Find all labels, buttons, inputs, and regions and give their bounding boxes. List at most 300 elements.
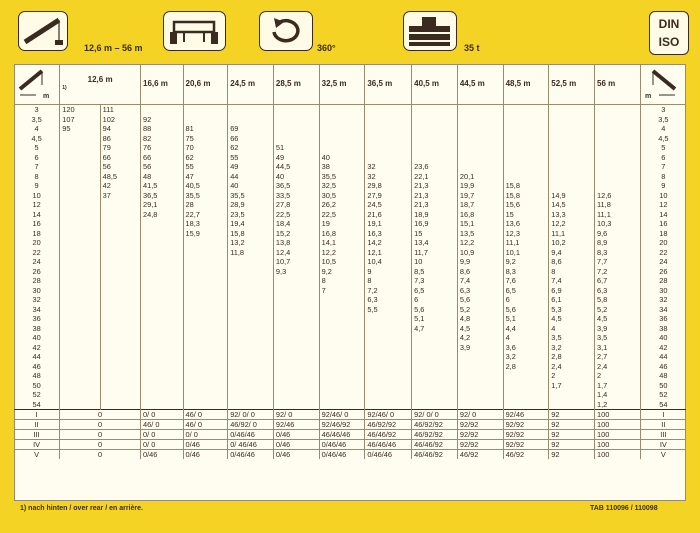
load-cell: 2 bbox=[549, 371, 595, 381]
telescope-cell: 92/92 bbox=[457, 440, 503, 450]
load-cell: 5,5 bbox=[365, 305, 412, 315]
load-cell bbox=[365, 115, 412, 125]
telescope-cell: 46/92/92 bbox=[412, 430, 458, 440]
load-cell: 6 bbox=[503, 295, 549, 305]
load-cell bbox=[319, 362, 365, 372]
load-cell bbox=[365, 143, 412, 153]
table-row bbox=[14, 371, 686, 381]
load-cell bbox=[595, 153, 641, 163]
load-cell bbox=[100, 267, 140, 277]
load-cell: 49 bbox=[273, 153, 319, 163]
load-cell: 120 bbox=[60, 105, 100, 115]
load-cell: 9,4 bbox=[549, 248, 595, 258]
radius-cell: 22 bbox=[640, 248, 686, 258]
load-cell: 1,7 bbox=[549, 381, 595, 391]
load-cell: 11,1 bbox=[549, 229, 595, 239]
load-cell bbox=[457, 362, 503, 372]
load-cell bbox=[60, 153, 100, 163]
load-cell bbox=[60, 324, 100, 334]
load-cell: 2,4 bbox=[549, 362, 595, 372]
load-cell bbox=[228, 314, 274, 324]
table-row bbox=[14, 324, 686, 334]
load-cell: 16,8 bbox=[319, 229, 365, 239]
load-cell: 15,8 bbox=[503, 191, 549, 201]
load-cell bbox=[60, 295, 100, 305]
load-cell bbox=[412, 362, 458, 372]
load-cell bbox=[365, 153, 412, 163]
load-cell bbox=[141, 352, 184, 362]
load-cell: 19,1 bbox=[365, 219, 412, 229]
telescope-cell: 92/46 bbox=[273, 420, 319, 430]
load-cell bbox=[365, 314, 412, 324]
load-cell bbox=[100, 238, 140, 248]
load-cell bbox=[228, 286, 274, 296]
load-cell bbox=[503, 124, 549, 134]
load-cell: 12,3 bbox=[503, 229, 549, 239]
load-cell bbox=[457, 115, 503, 125]
load-cell bbox=[60, 210, 100, 220]
load-cell bbox=[457, 134, 503, 144]
telescope-cell: 100 bbox=[595, 440, 641, 450]
load-cell bbox=[457, 143, 503, 153]
load-cell: 15,6 bbox=[503, 200, 549, 210]
load-cell: 8 bbox=[319, 276, 365, 286]
radius-cell: 7 bbox=[640, 162, 686, 172]
telescope-cell: 46/92/92 bbox=[365, 420, 412, 430]
telescope-cell: 46/46/92 bbox=[365, 430, 412, 440]
load-cell bbox=[273, 124, 319, 134]
telescope-cell: 0 bbox=[60, 450, 141, 460]
radius-cell: 4 bbox=[34, 124, 39, 133]
telescope-cell: 0/46 bbox=[183, 450, 228, 460]
load-cell bbox=[273, 314, 319, 324]
load-cell: 10,7 bbox=[273, 257, 319, 267]
load-cell: 3,9 bbox=[457, 343, 503, 353]
load-cell bbox=[457, 124, 503, 134]
load-cell: 3,9 bbox=[595, 324, 641, 334]
table-row bbox=[14, 105, 686, 115]
telescope-cell: 0/ 0 bbox=[141, 440, 184, 450]
load-cell: 15,2 bbox=[273, 229, 319, 239]
telescope-cell: 92/92 bbox=[457, 420, 503, 430]
load-cell: 12,2 bbox=[319, 248, 365, 258]
load-cell: 19,9 bbox=[457, 181, 503, 191]
load-cell: 40 bbox=[319, 153, 365, 163]
load-cell: 24,8 bbox=[141, 210, 184, 220]
load-cell bbox=[141, 400, 184, 410]
load-cell bbox=[60, 314, 100, 324]
load-cell bbox=[100, 381, 140, 391]
load-cell bbox=[319, 295, 365, 305]
load-cell bbox=[100, 295, 140, 305]
load-cell bbox=[183, 238, 228, 248]
load-cell bbox=[100, 257, 140, 267]
load-cell: 12,2 bbox=[457, 238, 503, 248]
radius-cell: 5 bbox=[34, 143, 39, 152]
load-cell: 22,5 bbox=[273, 210, 319, 220]
load-cell bbox=[100, 248, 140, 258]
load-cell: 6,9 bbox=[549, 286, 595, 296]
load-cell: 81 bbox=[183, 124, 228, 134]
radius-cell: 20 bbox=[640, 238, 686, 248]
col-header-boom: 28,5 m bbox=[273, 64, 319, 105]
radius-cell: 38 bbox=[640, 324, 686, 334]
load-cell bbox=[273, 381, 319, 391]
col-header-boom: 32,5 m bbox=[319, 64, 365, 105]
load-cell: 5,6 bbox=[457, 295, 503, 305]
load-cell bbox=[412, 153, 458, 163]
load-cell bbox=[141, 257, 184, 267]
radius-cell: 36 bbox=[32, 314, 41, 323]
slew-label: 360° bbox=[317, 43, 336, 53]
load-cell bbox=[273, 333, 319, 343]
load-cell bbox=[141, 219, 184, 229]
load-cell: 36,5 bbox=[141, 191, 184, 201]
radius-cell: 40 bbox=[32, 333, 41, 342]
radius-cell: 24 bbox=[640, 257, 686, 267]
load-cell bbox=[457, 390, 503, 400]
load-cell: 29,8 bbox=[365, 181, 412, 191]
telescope-cell: 92 bbox=[549, 420, 595, 430]
load-cell: 7,7 bbox=[595, 257, 641, 267]
table-row bbox=[14, 153, 686, 163]
load-cell bbox=[595, 162, 641, 172]
load-cell: 7,2 bbox=[365, 286, 412, 296]
load-cell bbox=[60, 286, 100, 296]
radius-cell: 42 bbox=[640, 343, 686, 353]
telescope-cell: 0 bbox=[60, 430, 141, 440]
load-cell bbox=[100, 352, 140, 362]
load-cell: 4,5 bbox=[595, 314, 641, 324]
load-chart-table bbox=[14, 64, 686, 459]
load-cell bbox=[228, 295, 274, 305]
load-cell: 35,5 bbox=[228, 191, 274, 201]
radius-cell: 38 bbox=[32, 323, 41, 333]
load-cell bbox=[183, 390, 228, 400]
telescope-section-label: III bbox=[14, 430, 60, 440]
radius-cell: 32 bbox=[32, 295, 41, 304]
load-cell: 9,6 bbox=[595, 229, 641, 239]
telescope-cell: 46/ 0 bbox=[183, 410, 228, 420]
load-cell: 28 bbox=[183, 200, 228, 210]
telescope-section-label: IV bbox=[14, 440, 60, 450]
load-cell bbox=[60, 134, 100, 144]
radius-cell: 52 bbox=[32, 390, 41, 399]
telescope-cell: 0/46 bbox=[273, 450, 319, 460]
load-cell bbox=[549, 390, 595, 400]
telescope-cell: 92/ 0 bbox=[273, 410, 319, 420]
load-cell bbox=[595, 115, 641, 125]
radius-cell: 4,5 bbox=[640, 134, 686, 144]
radius-cell: 44 bbox=[640, 352, 686, 362]
load-cell bbox=[457, 162, 503, 172]
load-cell bbox=[365, 371, 412, 381]
load-cell: 5,8 bbox=[595, 295, 641, 305]
load-cell: 22,7 bbox=[183, 210, 228, 220]
col-header-boom: 36,5 m bbox=[365, 64, 412, 105]
telescope-cell: 92/92 bbox=[503, 430, 549, 440]
load-cell: 3,1 bbox=[595, 343, 641, 353]
load-cell bbox=[319, 324, 365, 334]
table-row bbox=[14, 390, 686, 400]
load-cell bbox=[503, 153, 549, 163]
load-cell bbox=[319, 134, 365, 144]
load-cell bbox=[100, 210, 140, 220]
load-cell: 11,7 bbox=[412, 248, 458, 258]
load-cell bbox=[141, 314, 184, 324]
load-cell: 49 bbox=[228, 162, 274, 172]
standard-din: DIN bbox=[658, 17, 680, 31]
load-cell bbox=[412, 352, 458, 362]
load-cell bbox=[60, 333, 100, 343]
load-cell: 2 bbox=[595, 371, 641, 381]
load-cell: 92 bbox=[141, 115, 184, 125]
telescope-cell: 92/46/ 0 bbox=[319, 410, 365, 420]
telescope-cell: 0/46 bbox=[273, 430, 319, 440]
load-cell bbox=[503, 172, 549, 182]
load-cell bbox=[549, 115, 595, 125]
load-cell: 6,3 bbox=[457, 286, 503, 296]
radius-cell: 16 bbox=[32, 219, 41, 228]
load-cell: 13,5 bbox=[457, 229, 503, 239]
telescope-cell: 92/92 bbox=[503, 440, 549, 450]
load-cell: 111 bbox=[100, 105, 140, 115]
load-cell bbox=[503, 134, 549, 144]
radius-cell: 48 bbox=[640, 371, 686, 381]
load-cell: 41,5 bbox=[141, 181, 184, 191]
load-cell bbox=[60, 143, 100, 153]
load-cell: 11,8 bbox=[228, 248, 274, 258]
load-cell: 8 bbox=[365, 276, 412, 286]
telescoping-row bbox=[14, 430, 686, 440]
table-row bbox=[14, 400, 686, 410]
telescope-cell: 0/46/46 bbox=[228, 430, 274, 440]
load-cell bbox=[100, 286, 140, 296]
telescope-cell: 46/ 0 bbox=[141, 420, 184, 430]
col-header-12-6-note: 1) bbox=[62, 85, 67, 91]
radius-cell: 16 bbox=[640, 219, 686, 229]
load-cell: 8 bbox=[549, 267, 595, 277]
telescope-section-label: V bbox=[14, 450, 60, 460]
load-cell bbox=[141, 390, 184, 400]
telescoping-row bbox=[14, 420, 686, 430]
load-cell: 33,5 bbox=[273, 191, 319, 201]
col-header-12-6 bbox=[60, 64, 141, 105]
table-row bbox=[14, 238, 686, 248]
radius-cell: 5 bbox=[640, 143, 686, 153]
load-cell: 75 bbox=[183, 134, 228, 144]
radius-cell: 4 bbox=[640, 124, 686, 134]
load-cell bbox=[100, 362, 140, 372]
load-cell bbox=[273, 343, 319, 353]
load-cell: 23,6 bbox=[412, 162, 458, 172]
load-cell bbox=[365, 352, 412, 362]
load-cell: 79 bbox=[100, 143, 140, 153]
load-cell bbox=[183, 276, 228, 286]
radius-cell: 3,5 bbox=[640, 115, 686, 125]
load-cell bbox=[412, 400, 458, 410]
load-cell bbox=[503, 115, 549, 125]
load-cell: 6,7 bbox=[595, 276, 641, 286]
load-cell bbox=[228, 352, 274, 362]
col-header-boom: 16,6 m bbox=[141, 64, 184, 105]
load-cell: 13,4 bbox=[412, 238, 458, 248]
load-cell bbox=[183, 248, 228, 258]
radius-cell: 26 bbox=[32, 266, 41, 276]
load-cell: 21,3 bbox=[412, 181, 458, 191]
load-cell: 21,3 bbox=[412, 191, 458, 201]
load-cell bbox=[549, 153, 595, 163]
radius-cell: 36 bbox=[640, 314, 686, 324]
load-cell: 8,9 bbox=[595, 238, 641, 248]
telescope-cell: 0 bbox=[60, 420, 141, 430]
load-cell bbox=[141, 267, 184, 277]
load-cell bbox=[183, 352, 228, 362]
load-cell: 5,6 bbox=[503, 305, 549, 315]
load-cell bbox=[183, 381, 228, 391]
load-cell bbox=[412, 143, 458, 153]
load-cell: 3,2 bbox=[549, 343, 595, 353]
load-cell bbox=[60, 362, 100, 372]
load-cell bbox=[228, 276, 274, 286]
radius-cell: 30 bbox=[640, 286, 686, 296]
table-row bbox=[14, 229, 686, 239]
radius-cell: 28 bbox=[32, 276, 41, 285]
load-cell bbox=[412, 381, 458, 391]
load-cell bbox=[100, 314, 140, 324]
load-cell bbox=[183, 295, 228, 305]
load-cell bbox=[60, 305, 100, 315]
telescope-cell: 0/46/46 bbox=[365, 450, 412, 460]
load-cell: 48,5 bbox=[100, 172, 140, 182]
table-row bbox=[14, 257, 686, 267]
telescope-cell: 46/92 bbox=[457, 450, 503, 460]
load-cell bbox=[60, 181, 100, 191]
load-cell bbox=[141, 333, 184, 343]
telescope-cell: 46/46/46 bbox=[365, 440, 412, 450]
radius-cell: 10 bbox=[32, 190, 41, 200]
load-cell bbox=[60, 200, 100, 210]
load-cell: 56 bbox=[141, 162, 184, 172]
radius-cell: 3,5 bbox=[31, 114, 42, 124]
table-row bbox=[14, 143, 686, 153]
load-cell: 10 bbox=[412, 257, 458, 267]
load-cell: 66 bbox=[141, 153, 184, 163]
table-row bbox=[14, 305, 686, 315]
table-row bbox=[14, 124, 686, 134]
radius-cell: 52 bbox=[640, 390, 686, 400]
load-cell: 88 bbox=[141, 124, 184, 134]
telescope-section-label: I bbox=[14, 410, 60, 420]
load-cell: 11,1 bbox=[595, 210, 641, 220]
load-cell bbox=[549, 124, 595, 134]
load-cell: 2,8 bbox=[503, 362, 549, 372]
telescope-cell: 0/ 0 bbox=[183, 430, 228, 440]
radius-cell: 12 bbox=[32, 200, 41, 209]
telescope-cell: 92 bbox=[549, 410, 595, 420]
load-cell: 9 bbox=[365, 267, 412, 277]
load-cell bbox=[319, 105, 365, 115]
load-cell bbox=[503, 381, 549, 391]
load-cell bbox=[141, 229, 184, 239]
table-row bbox=[14, 381, 686, 391]
telescope-cell: 92/92 bbox=[457, 430, 503, 440]
load-cell: 7 bbox=[319, 286, 365, 296]
load-cell bbox=[60, 191, 100, 201]
telescope-cell: 0/46/46 bbox=[319, 440, 365, 450]
col-header-boom: 24,5 m bbox=[228, 64, 274, 105]
telescope-cell: 92 bbox=[549, 440, 595, 450]
load-cell: 6,5 bbox=[503, 286, 549, 296]
load-cell: 4 bbox=[503, 333, 549, 343]
table-row bbox=[14, 219, 686, 229]
load-cell: 13,8 bbox=[273, 238, 319, 248]
load-cell bbox=[141, 362, 184, 372]
load-cell: 69 bbox=[228, 124, 274, 134]
load-cell bbox=[365, 381, 412, 391]
load-cell: 9,2 bbox=[319, 267, 365, 277]
load-cell: 3,2 bbox=[503, 352, 549, 362]
load-cell bbox=[273, 324, 319, 334]
table-row bbox=[14, 162, 686, 172]
load-cell bbox=[183, 286, 228, 296]
load-cell bbox=[228, 305, 274, 315]
load-cell bbox=[273, 352, 319, 362]
table-row bbox=[14, 172, 686, 182]
table-row bbox=[14, 343, 686, 353]
load-cell: 19 bbox=[319, 219, 365, 229]
load-cell bbox=[549, 400, 595, 410]
slew-icon bbox=[259, 11, 313, 51]
load-cell bbox=[60, 257, 100, 267]
load-cell bbox=[100, 324, 140, 334]
table-row bbox=[14, 362, 686, 372]
telescope-cell: 46/92/92 bbox=[412, 420, 458, 430]
load-cell: 11,1 bbox=[503, 238, 549, 248]
radius-cell: 6 bbox=[640, 153, 686, 163]
load-cell bbox=[183, 333, 228, 343]
load-cell: 62 bbox=[183, 153, 228, 163]
telescope-cell: 100 bbox=[595, 450, 641, 460]
col-header-12-6-label: 12,6 m bbox=[87, 74, 113, 84]
load-cell: 47 bbox=[183, 172, 228, 182]
table-row bbox=[14, 191, 686, 201]
telescope-cell: 92 bbox=[549, 430, 595, 440]
load-cell bbox=[141, 276, 184, 286]
load-cell: 21,6 bbox=[365, 210, 412, 220]
load-cell bbox=[319, 381, 365, 391]
outrigger-icon bbox=[163, 11, 226, 51]
load-cell bbox=[183, 105, 228, 115]
telescope-cell: 92/92 bbox=[503, 420, 549, 430]
radius-icon-right bbox=[640, 64, 686, 105]
table-row bbox=[14, 314, 686, 324]
table-row bbox=[14, 181, 686, 191]
radius-cell: 3 bbox=[640, 105, 686, 115]
load-cell bbox=[412, 105, 458, 115]
load-cell: 20,1 bbox=[457, 172, 503, 182]
load-cell: 1,4 bbox=[595, 390, 641, 400]
telescoping-row bbox=[14, 450, 686, 460]
load-cell bbox=[365, 390, 412, 400]
telescope-cell: 92 bbox=[549, 450, 595, 460]
load-cell bbox=[273, 400, 319, 410]
load-cell: 5,2 bbox=[457, 305, 503, 315]
load-cell bbox=[141, 324, 184, 334]
load-cell: 15,1 bbox=[457, 219, 503, 229]
telescope-cell: 0/46 bbox=[183, 440, 228, 450]
load-cell: 4,5 bbox=[549, 314, 595, 324]
